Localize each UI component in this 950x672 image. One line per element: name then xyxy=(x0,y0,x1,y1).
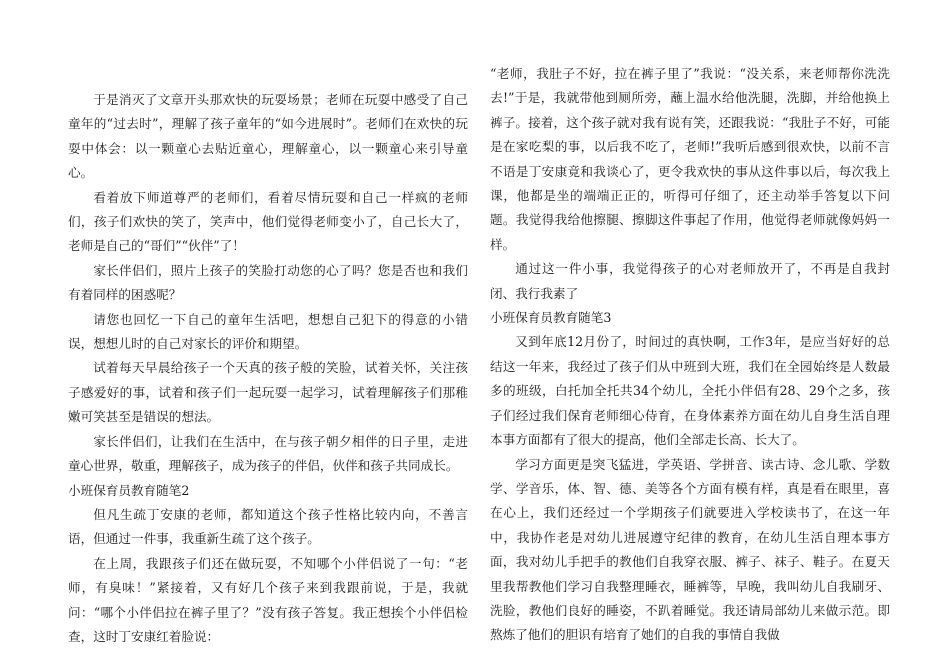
section-heading: 小班保育员教育随笔3 xyxy=(490,310,612,326)
section-heading: 小班保育员教育随笔2 xyxy=(68,482,190,498)
paragraph: 但凡生疏丁安康的老师，都知道这个孩子性格比较内向，不善言语，但通过一件事，我重新生疏了这个孩子。 xyxy=(68,506,468,547)
paragraph: 学习方面更是突飞猛进，学英语、学拼音、读古诗、念儿歌、学数学、学音乐，体、智、德、美等各个方面有模有样，真是看在眼里，喜在心上，我们还经过一个学期孩子们就要进入学校读书了，在这一年中，我协作老是对幼儿进展遵守纪律的教育，在幼儿生活自理本事方面，我对幼儿手把手的教他们自我穿衣服、裤子、袜子、鞋子。在夏天里我帮教他们学习自我整理睡衣，睡裤等，早晚，我叫幼儿自我刷牙、洗脸，教他们良好的睡姿，不趴着睡觉。我还请局部幼儿来做示范。即熬炼了他们的胆识有培育了她们的自我的事情自我做 xyxy=(490,456,890,643)
paragraph: 请您也回忆一下自己的童年生活吧，想想自己犯下的得意的小错误，想想儿时的自己对家长的评价和期望。 xyxy=(68,311,468,352)
paragraph: 在上周，我跟孩子们还在做玩耍，不知哪个小伴侣说了一句：“老师，有臭味！”紧接着，又有好几个孩子来到我跟前说，于是，我就问：“哪个小伴侣拉在裤子里了？”没有孩子答复。我正想挨个小伴侣检查，这时丁安康红着脸说： xyxy=(68,555,468,644)
paragraph: “老师，我肚子不好，拉在裤子里了”我说：“没关系，来老师帮你洗洗去!”于是，我就带他到厕所旁，蘸上温水给他洗腿，洗脚，并给他换上裤子。接着，这个孩子就对我有说有笑，还跟我说：“我肚子不好，可能是在家吃梨的事，以后我不吃了，老师!”我听后感到很欢快，以前不言不语是丁安康竟和我谈心了，更令我欢快的事从这件事以后，每次我上课，他都是坐的端端正正的，听得可仔细了，还主动举手答复以下问题。我觉得我给他擦腿、擦脚这件事起了作用，他觉得老师就像妈妈一样。 xyxy=(490,66,890,252)
left-text-column xyxy=(68,0,468,649)
paragraph: 通过这一件小事，我觉得孩子的心对老师放开了，不再是自我封闭、我行我素了 xyxy=(490,261,890,301)
paragraph: 家长伴侣们，照片上孩子的笑脸打动您的心了吗？您是否也和我们有着同样的困惑呢？ xyxy=(68,262,468,303)
right-text-column xyxy=(490,0,890,648)
paragraph: 又到年底12月份了，时间过的真快啊，工作3年，是应当好好的总结这一年来，我经过了孩子们从中班到大班，我们在全园始终是人数最多的班级，白托加全托共34个幼儿，全托小伴侣有28、29个之多，孩子们经过我们保育老师细心侍育，在身体素养方面在幼儿自身生活自理本事方面都有了很大的提高，他们全部走长高、长大了。 xyxy=(490,334,890,448)
paragraph: 于是消灭了文章开头那欢快的玩耍场景；老师在玩耍中感受了自己童年的“过去时”，理解了孩子童年的“如今进展时”。老师们在欢快的玩耍中体会：以一颗童心去贴近童心，理解童心，以一颗童心来引导童心。 xyxy=(68,92,468,181)
paragraph: 看着放下师道尊严的老师们，看着尽情玩耍和自己一样疯的老师们，孩子们欢快的笑了，笑声中，他们觉得老师变小了，自己长大了，老师是自己的“哥们”“伙伴”了！ xyxy=(68,189,468,254)
paragraph: 家长伴侣们，让我们在生活中，在与孩子朝夕相伴的日子里，走进童心世界，敬重，理解孩子，成为孩子的伴侣，伙伴和孩子共同成长。 xyxy=(68,433,468,474)
paragraph: 试着每天早晨给孩子一个天真的孩子般的笑脸，试着关怀，关注孩子感爱好的事，试着和孩子们一起玩耍一起学习，试着理解孩子们那稚嫩可笑甚至是错误的想法。 xyxy=(68,360,468,425)
